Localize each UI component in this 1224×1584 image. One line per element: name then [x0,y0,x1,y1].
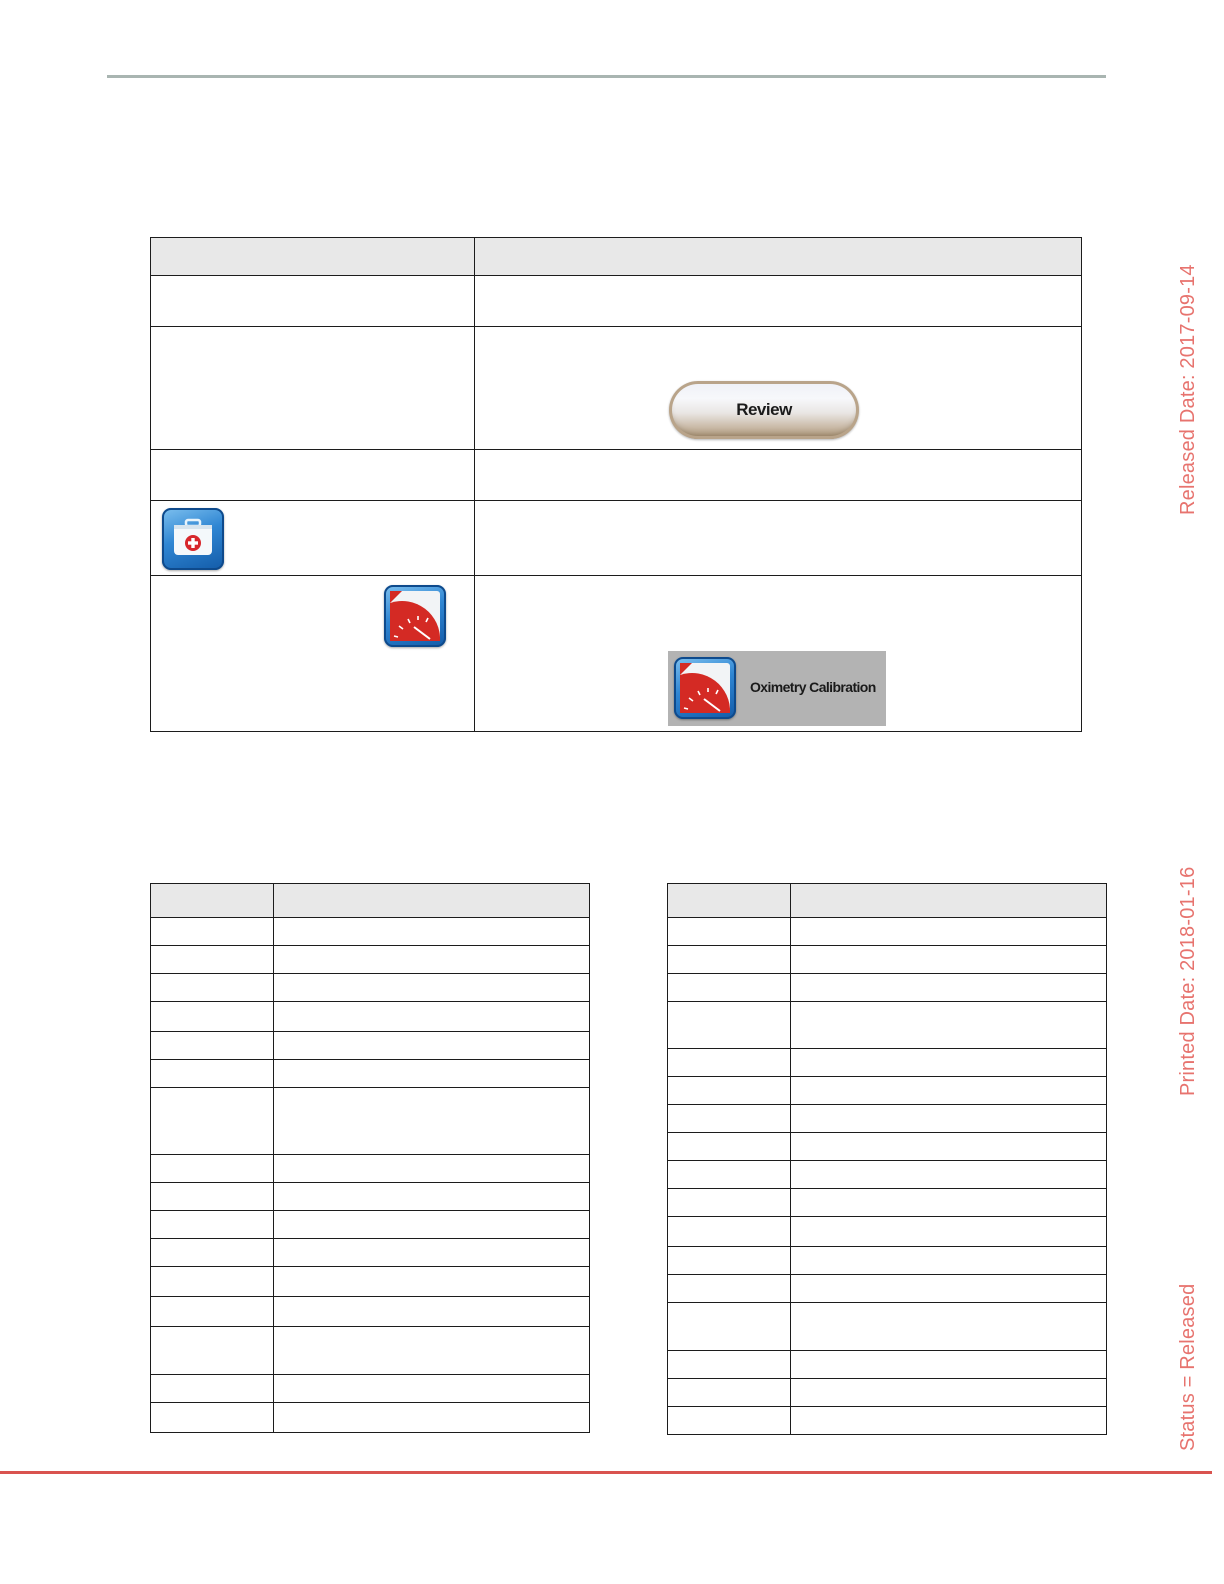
table-row [668,1049,1107,1077]
table-row [151,1375,590,1403]
oximetry-calibration-icon [674,657,736,719]
table-row [151,1002,590,1032]
right-table-header-1 [668,884,791,918]
left-table-header-2 [274,884,590,918]
right-table [667,883,1107,1435]
table-row [668,974,1107,1002]
table-row [668,1002,1107,1049]
table-row [151,1267,590,1297]
released-date-stamp: Released Date: 2017-09-14 [1177,264,1199,515]
main-table-cell [475,450,1082,501]
right-table-header-2 [791,884,1107,918]
table-row [668,1303,1107,1351]
table-row [668,1247,1107,1275]
main-table-cell [151,450,475,501]
status-stamp: Status = Released [1177,1283,1199,1451]
table-row [668,1161,1107,1189]
oximetry-calibration-label: Oximetry Calibration [750,679,876,695]
table-row [151,918,590,946]
table-row [668,1133,1107,1161]
review-button-label: Review [736,400,792,419]
main-table-cell [475,327,1082,450]
table-row [668,1379,1107,1407]
table-row [151,1297,590,1327]
left-table [150,883,590,1433]
main-table-cell [151,327,475,450]
main-table-header-2 [475,238,1082,276]
oximetry-calibration-icon [384,585,446,647]
table-row [668,1351,1107,1379]
table-row [151,1088,590,1155]
table-row [151,1403,590,1433]
first-aid-kit-icon [162,508,224,570]
table-row [151,946,590,974]
main-table-cell [475,501,1082,576]
oximetry-calibration-button[interactable] [668,651,886,726]
header-rule [107,75,1106,78]
main-table-cell [475,576,1082,732]
table-row [151,974,590,1002]
main-table-header-1 [151,238,475,276]
table-row [668,918,1107,946]
main-table [150,237,1082,732]
review-button[interactable] [669,381,859,439]
main-table-cell [151,501,475,576]
table-row [151,1211,590,1239]
printed-date-stamp: Printed Date: 2018-01-16 [1177,866,1199,1096]
table-row [151,1155,590,1183]
table-row [668,1077,1107,1105]
table-row [668,1407,1107,1435]
left-table-header-1 [151,884,274,918]
table-row [668,946,1107,974]
main-table-cell [151,276,475,327]
table-row [668,1105,1107,1133]
footer-rule [0,1471,1212,1474]
table-row [668,1275,1107,1303]
table-row [668,1189,1107,1217]
table-row [668,1217,1107,1247]
table-row [151,1327,590,1375]
table-row [151,1060,590,1088]
table-row [151,1239,590,1267]
table-row [151,1183,590,1211]
main-table-cell [475,276,1082,327]
main-table-cell [151,576,475,732]
table-row [151,1032,590,1060]
